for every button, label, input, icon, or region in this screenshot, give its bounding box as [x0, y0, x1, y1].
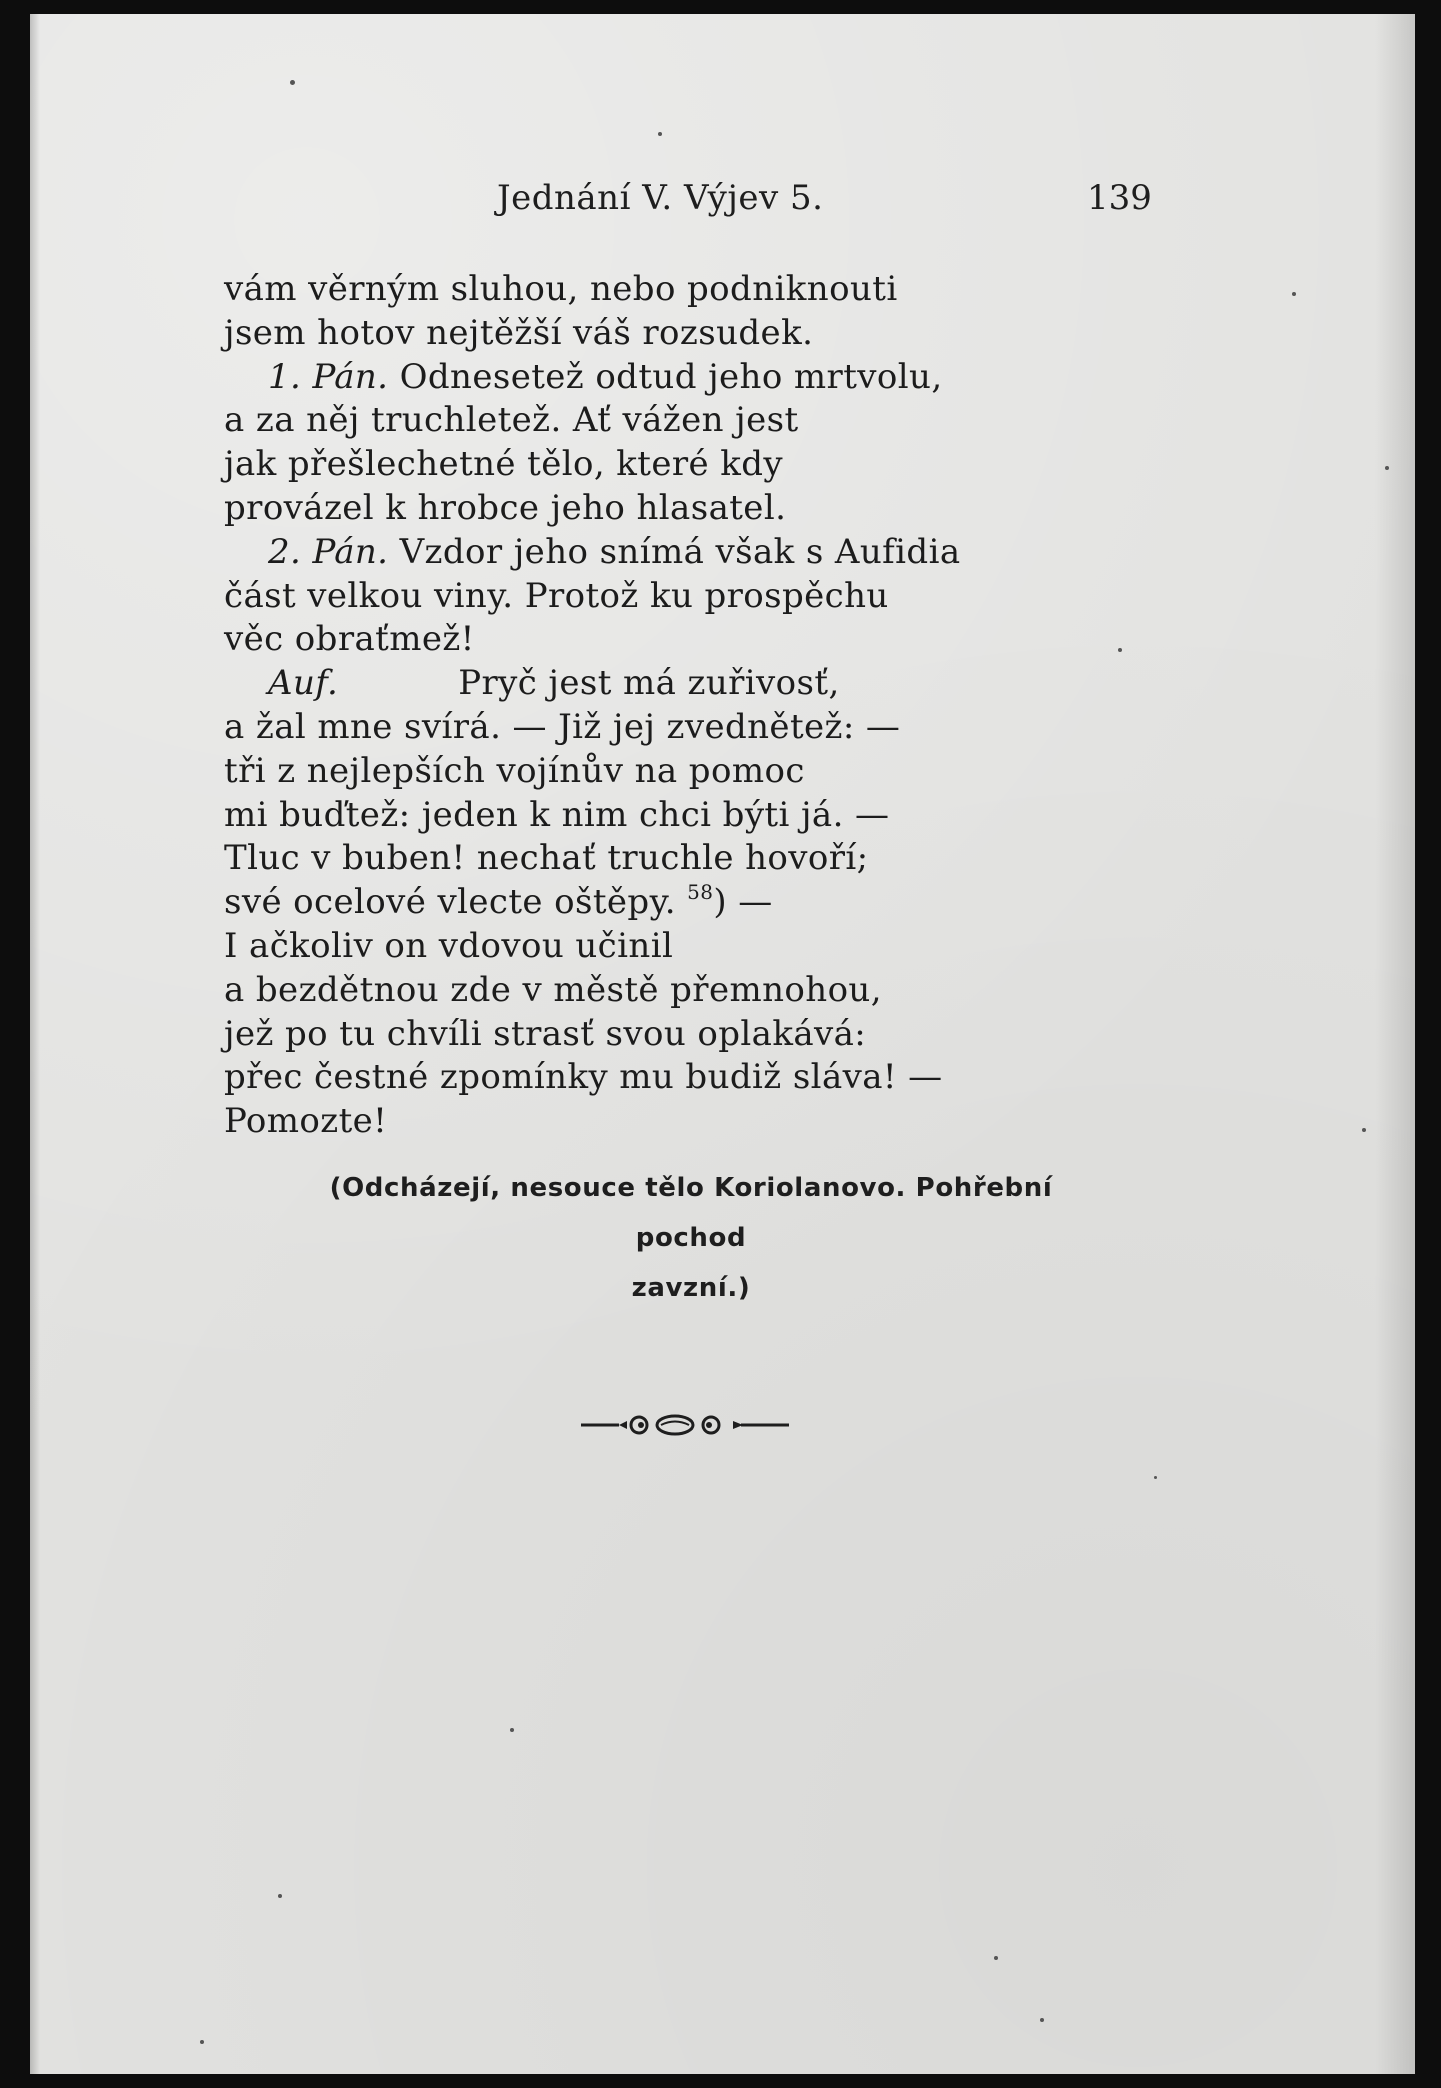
line-text: své ocelové vlecte oštěpy.: [224, 882, 676, 923]
print-speck: [510, 1728, 514, 1732]
speaker-label: Auf.: [268, 663, 339, 704]
verse-line: [224, 1013, 961, 1057]
line-text: Pryč jest má zuřivosť,: [458, 663, 840, 704]
line-text: jak přešlechetné tělo, které kdy: [224, 444, 784, 485]
verse-line: [224, 399, 961, 443]
verse-line: [224, 750, 961, 794]
verse-line: [224, 1056, 961, 1100]
stage-direction-line: zavzní.): [631, 1273, 751, 1303]
print-speck: [1362, 1128, 1366, 1132]
verse-line: [224, 618, 961, 662]
end-ornament-icon: [575, 1410, 795, 1440]
print-speck: [200, 2040, 204, 2044]
verse-text: [224, 268, 961, 1144]
verse-line: [224, 837, 961, 881]
print-speck: [1154, 1476, 1157, 1479]
verse-line: [224, 662, 961, 706]
page-gutter-shadow: [30, 14, 40, 2074]
verse-line: [224, 881, 961, 925]
verse-line: [224, 531, 961, 575]
verse-line: [224, 969, 961, 1013]
page-number: 139: [1087, 178, 1152, 218]
line-text: vám věrným sluhou, nebo podniknouti: [224, 269, 898, 309]
line-text: Odnesetež odtud jeho mrtvolu,: [388, 356, 943, 397]
line-text: mi buďtež: jeden k nim chci býti já. —: [224, 794, 890, 835]
speaker-label: 2. Pán.: [268, 531, 389, 572]
line-text: a žal mne svírá. — Již jej zvednětež: —: [224, 706, 901, 747]
line-text: Tluc v buben! nechať truchle hovoří;: [224, 838, 869, 879]
line-text: I ačkoliv on vdovou učinil: [224, 925, 674, 966]
print-speck: [1118, 648, 1122, 652]
line-text: jež po tu chvíli strasť svou oplakává:: [224, 1013, 867, 1054]
footnote-marker: 58: [687, 880, 714, 905]
line-text: část velkou viny. Protož ku prospěchu: [224, 575, 889, 616]
line-text: a bezdětnou zde v městě přemnohou,: [224, 969, 882, 1010]
print-speck: [1385, 466, 1389, 470]
print-speck: [994, 1956, 998, 1960]
line-text: a za něj truchletež. Ať vážen jest: [224, 400, 799, 441]
line-text: tři z nejlepších vojínův na pomoc: [224, 750, 805, 791]
verse-line: [224, 268, 961, 312]
print-speck: [1040, 2018, 1044, 2022]
running-header: Jednání V. Výjev 5.: [497, 178, 824, 218]
print-speck: [658, 132, 662, 136]
verse-line: [224, 575, 961, 619]
verse-line: [224, 1100, 961, 1144]
verse-line: [224, 487, 961, 531]
line-text: přec čestné zpomínky mu budiž sláva! —: [224, 1057, 943, 1098]
line-text: provázel k hrobce jeho hlasatel.: [224, 487, 787, 528]
print-speck: [1292, 292, 1296, 296]
verse-line: [224, 312, 961, 356]
print-speck: [278, 1894, 282, 1898]
verse-line: [224, 706, 961, 750]
verse-line: [224, 443, 961, 487]
speaker-label: 1. Pán.: [268, 356, 389, 397]
line-text: věc obraťmež!: [224, 619, 475, 660]
line-text: jsem hotov nejtěžší váš rozsudek.: [224, 312, 814, 353]
line-text: Vzdor jeho snímá však s Aufidia: [388, 531, 961, 572]
verse-line: [224, 794, 961, 838]
page-edge-shadow: [1375, 14, 1415, 2074]
line-text: ) —: [713, 882, 773, 923]
verse-line: [224, 925, 961, 969]
stage-direction-line: (Odcházejí, nesouce tělo Koriolanovo. Pohřební pochod: [329, 1173, 1053, 1253]
print-speck: [290, 80, 295, 85]
stage-direction: [270, 1163, 1112, 1313]
verse-line: [224, 356, 961, 400]
line-text: Pomozte!: [224, 1101, 388, 1142]
